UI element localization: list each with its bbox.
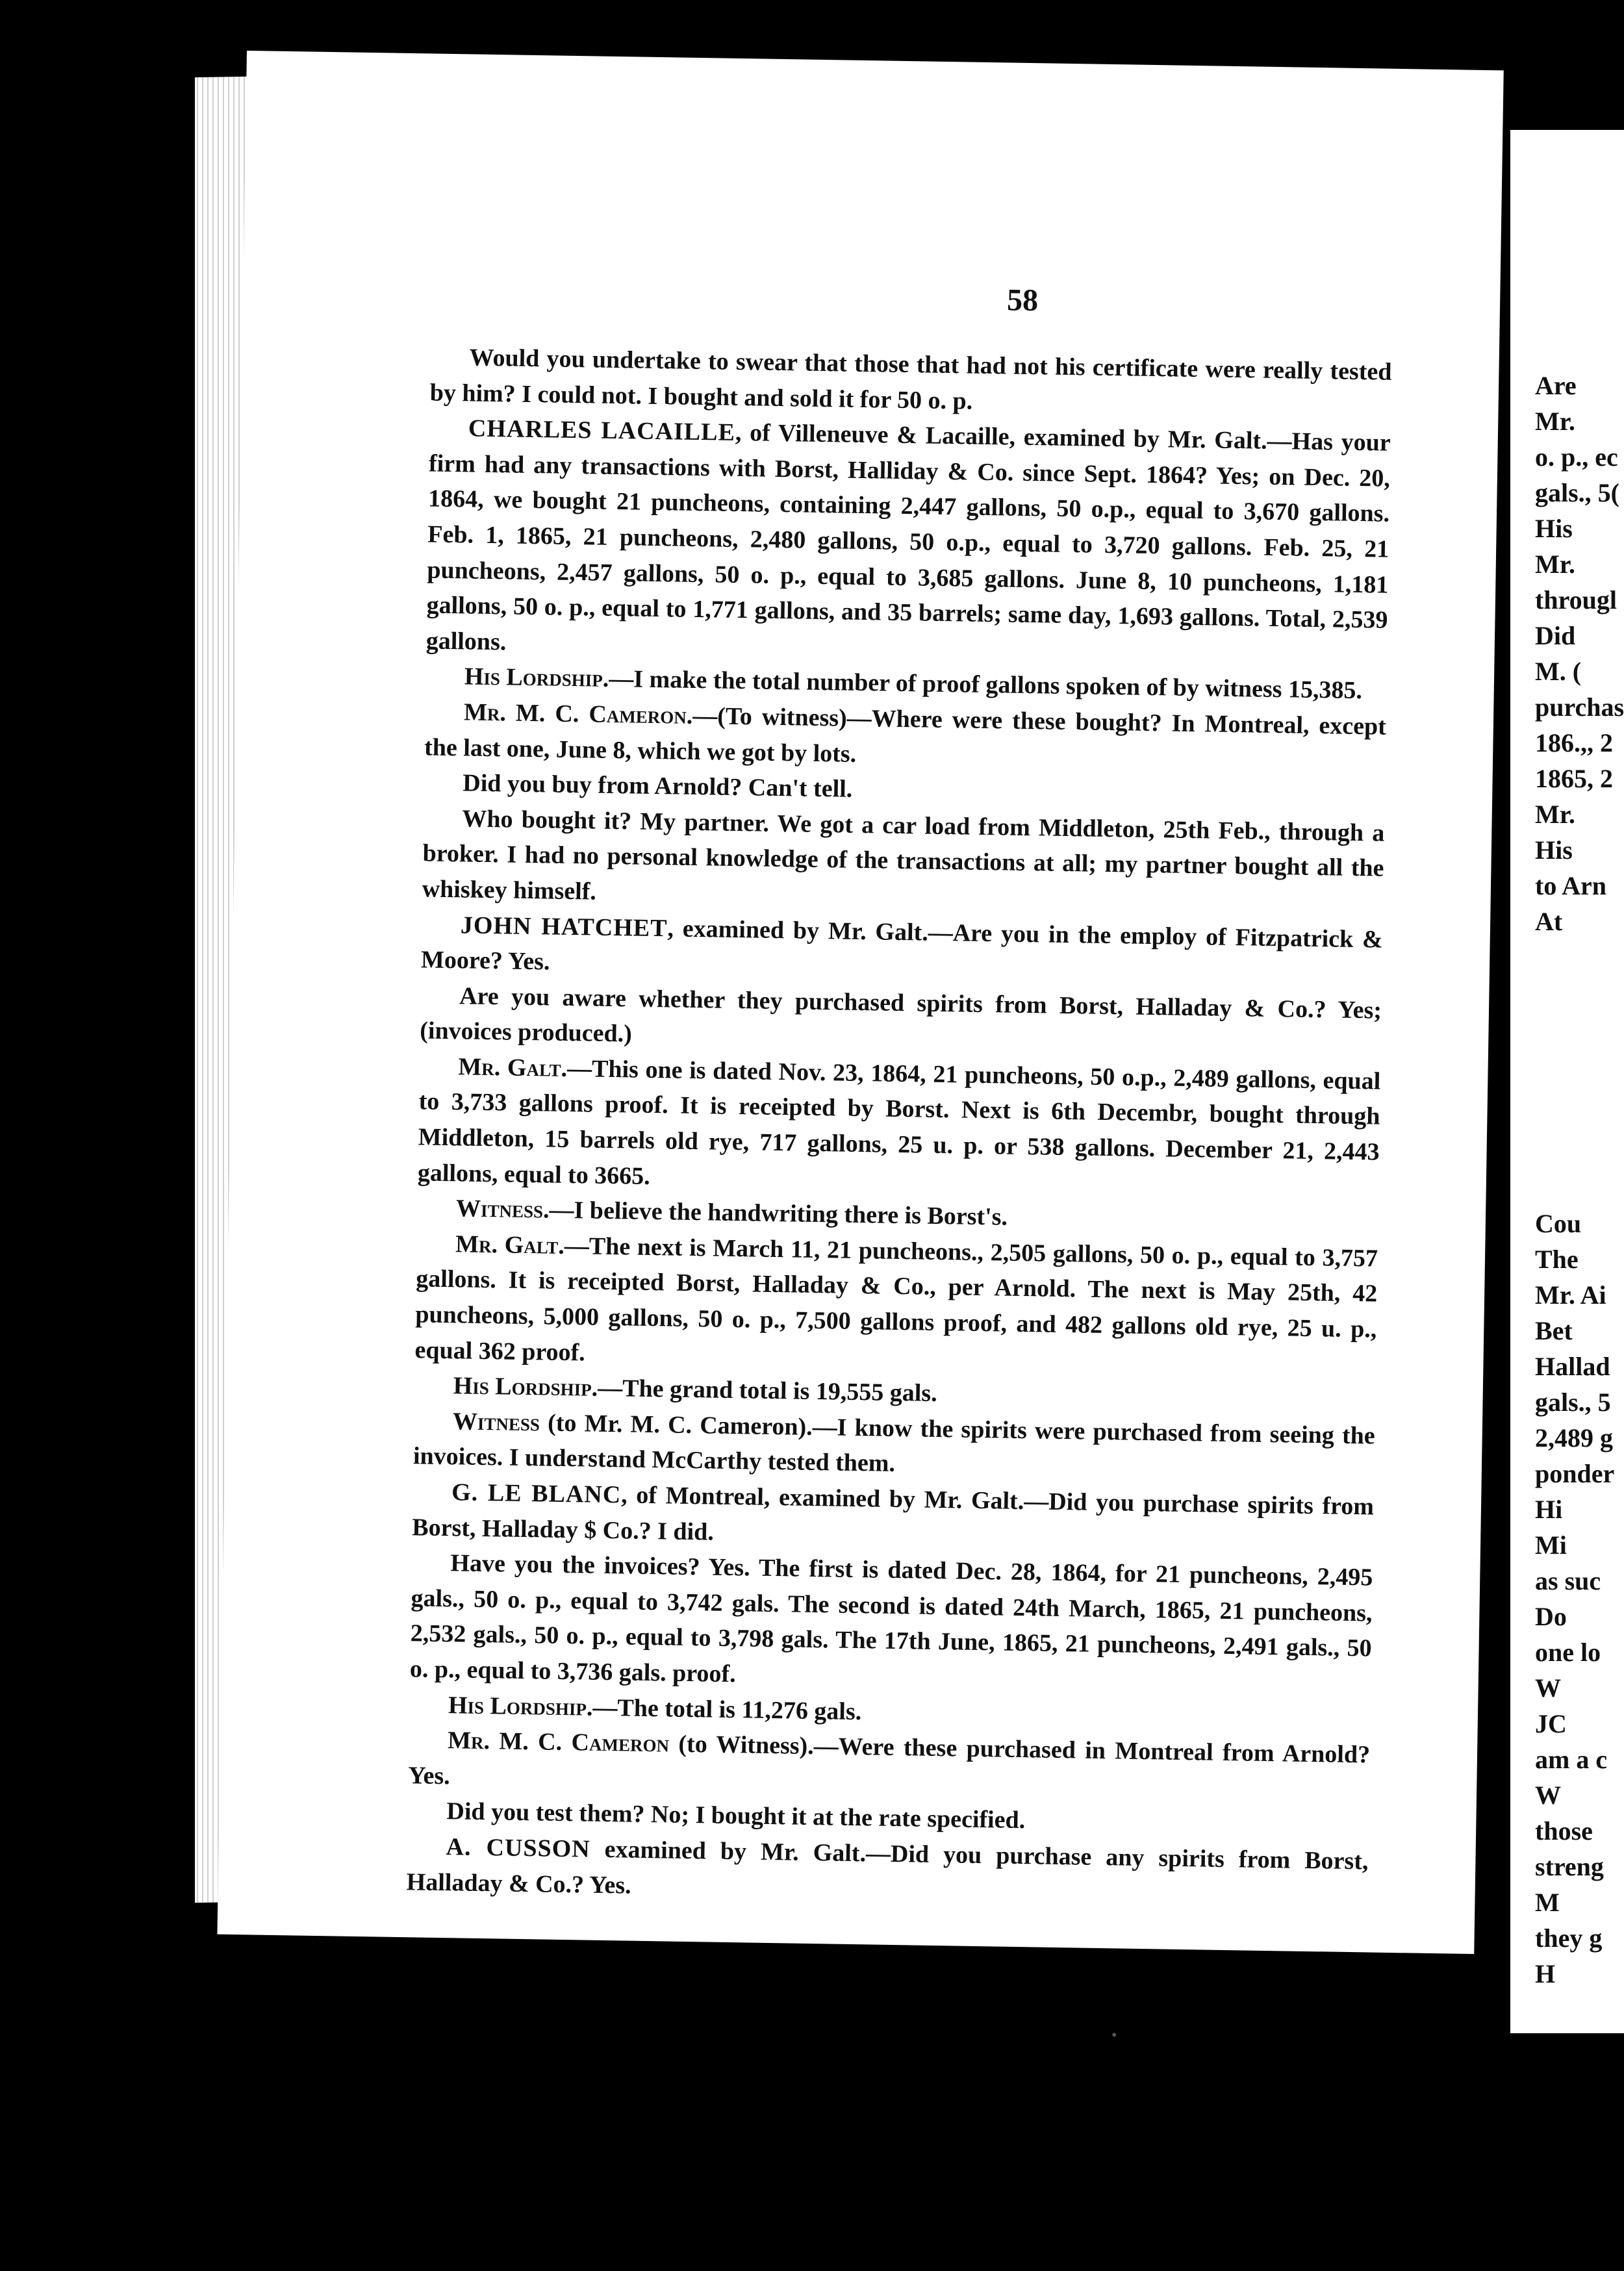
speaker-label: Mr. M. C. Cameron	[447, 1727, 670, 1758]
facing-page-line: one lo	[1535, 1638, 1601, 1667]
facing-page-line: Cou	[1535, 1209, 1582, 1238]
paragraph-text: Did you test them? No; I bought it at the rate specified.	[446, 1797, 1026, 1834]
facing-page-line: Are	[1535, 371, 1577, 400]
paragraph-text: (to Witness).—Were these purchased in Montreal from Arnold? Yes.	[407, 1730, 1371, 1790]
paragraph-text: Would you undertake to swear that those that had not his certificate were really tested by him? I could not. I bought and sold it for 50 o. p.	[429, 344, 1392, 415]
paragraph-text: —(To witness)—Where were these bought? In Montreal, except the last one, June 8, which we got by lots.	[424, 702, 1387, 768]
speaker-label: JOHN HATCHET	[460, 911, 668, 942]
speaker-label: CHARLES LACAILLE	[468, 414, 736, 447]
facing-page-line: At	[1535, 907, 1563, 936]
facing-page-line: Hallad	[1535, 1352, 1610, 1381]
paragraph	[422, 800, 1384, 922]
paragraph	[406, 1829, 1369, 1914]
paragraph-text: —The grand total is 19,555 gals.	[597, 1374, 937, 1408]
facing-page-line: Do	[1535, 1602, 1567, 1631]
book-page	[217, 51, 1503, 1954]
facing-page-line: streng	[1535, 1852, 1604, 1881]
speaker-label: Mr. Galt.	[455, 1230, 565, 1260]
facing-page-line: purchas	[1535, 692, 1624, 722]
paragraph-text: —I make the total number of proof gallons spoken of by witness 15,385.	[608, 665, 1363, 705]
paragraph-text: , of Montreal, examined by Mr. Galt.—Did you purchase spirits from Borst, Halladay $ Co.? I did.	[412, 1481, 1375, 1546]
facing-page-line: His	[1535, 514, 1573, 543]
speaker-label: Witness.	[455, 1195, 550, 1224]
facing-page-line: Mi	[1535, 1530, 1567, 1560]
facing-page-line: 186.,, 2	[1535, 728, 1613, 757]
facing-page-line: those	[1535, 1816, 1593, 1846]
facing-page-line: M. (	[1535, 657, 1582, 686]
facing-page-line: Hi	[1535, 1495, 1563, 1524]
facing-page-line: M	[1535, 1888, 1560, 1917]
facing-page-line: JC	[1535, 1709, 1567, 1738]
testimony-text	[406, 340, 1392, 1915]
facing-page-line: The	[1535, 1245, 1579, 1274]
ink-speck	[1112, 2033, 1116, 2036]
paragraph-text: Did you buy from Arnold? Can't tell.	[463, 769, 853, 803]
facing-page-line: H	[1535, 1959, 1556, 1988]
paragraph	[409, 1545, 1373, 1702]
paragraph-text: , examined by Mr. Galt.—Are you in the employ of Fitzpatrick & Moore? Yes.	[420, 914, 1384, 976]
facing-page-line: as suc	[1535, 1566, 1601, 1595]
paragraph-text: , of Villeneuve & Lacaille, examined by Mr. Galt.—Has your firm had any transactions with Borst, Halliday & Co. since Sept. 1864? Yes; on Dec. 20, 1864, we bought 21 puncheons, containing 2,447 gallons, 50 o.p., equal to 3,670 gallons. Feb. 1, 1865, 21 puncheons, 2,480 gallons, 50 o.p., equal to 3,720 gallons. Feb. 25, 21 puncheons, 2,457 gallons, 50 o. p., equal to 3,685 gallons. June 8, 10 puncheons, 1,181 gallons, 50 o. p., equal to 1,771 gallons, and 35 barrels; same day, 1,693 gallons. Total, 2,539 gallons.	[425, 419, 1391, 656]
facing-page-line: am a c	[1535, 1745, 1608, 1774]
speaker-label: Witness	[452, 1408, 540, 1437]
paragraph	[417, 1048, 1380, 1206]
paragraph-text: Who bought it? My partner. We got a car load from Middleton, 25th Feb., through a broker. I had no personal knowledge of the transactions at all; my partner bought all the whiskey himself.	[422, 805, 1385, 906]
facing-page-line: gals., 5(	[1535, 478, 1619, 507]
facing-page-line: 2,489 g	[1535, 1423, 1613, 1453]
paragraph-text: —The total is 11,276 gals.	[592, 1694, 862, 1725]
facing-page-line: 1865, 2	[1535, 764, 1613, 793]
facing-page-line: to Arn	[1535, 871, 1606, 900]
speaker-label: Mr. M. C. Cameron.	[463, 698, 693, 730]
paragraph-text: —This one is dated Nov. 23, 1864, 21 puncheons, 50 o.p., 2,489 gallons, equal to 3,733 gallons proof. It is receipted by Borst. Next is 6th Decembr, bought through Middleton, 15 barrels old rye, 717 gallons, 25 u. p. or 538 gallons. December 21, 2,443 gallons, equal to 3665.	[417, 1054, 1381, 1190]
paragraph-text: Have you the invoices? Yes. The first is dated Dec. 28, 1864, for 21 puncheons, 2,495 gals., 50 o. p., equal to 3,742 gals. The second is dated 24th March, 1865, 21 puncheons, 2,532 gals., 50 o. p., equal to 3,798 gals. The 17th June, 1865, 21 puncheons, 2,491 gals., 50 o. p., equal to 3,736 gals. proof.	[409, 1549, 1373, 1688]
facing-page-line: gals., 5	[1535, 1388, 1611, 1417]
facing-page-line: Mr. Ai	[1535, 1280, 1606, 1310]
facing-page-line: o. p., ec	[1535, 442, 1618, 472]
paragraph	[425, 411, 1391, 674]
speaker-label: Mr. Galt.	[458, 1053, 568, 1082]
paragraph-text: examined by Mr. Galt.—Did you purchase any spirits from Borst, Halladay & Co.? Yes.	[406, 1835, 1369, 1899]
speaker-label: G. LE BLANC	[451, 1478, 622, 1509]
paragraph-text: —The next is March 11, 21 puncheons., 2,505 gallons, 50 o. p., equal to 3,757 gallons. It is receipted Borst, Halladay & Co., per Arnold. The next is May 25th, 42 puncheons, 5,000 gallons, 50 o. p., 7,500 gallons proof, and 482 gallons old rye, 25 u. p., equal 362 proof.	[414, 1232, 1378, 1367]
speaker-label: His Lordship.	[448, 1691, 593, 1721]
speaker-label: His Lordship.	[464, 663, 609, 693]
paragraph	[414, 1226, 1378, 1383]
paragraph-text: (to Mr. M. C. Cameron).—I know the spirits were purchased from seeing the invoices. I understand McCarthy tested them.	[412, 1409, 1376, 1478]
facing-page-line: Mr.	[1535, 407, 1575, 436]
facing-page-line: Did	[1535, 621, 1576, 650]
facing-page-line: Bet	[1535, 1316, 1573, 1345]
paragraph-text: —I believe the handwriting there is Borst's.	[549, 1196, 1008, 1231]
facing-page-line: Mr.	[1535, 800, 1575, 829]
facing-page-line: they g	[1535, 1923, 1603, 1953]
paragraph-text: Are you aware whether they purchased spirits from Borst, Halladay & Co.? Yes; (invoices produced.)	[420, 982, 1382, 1048]
speaker-label: His Lordship.	[453, 1372, 598, 1402]
facing-page-line: Mr.	[1535, 550, 1575, 579]
page-number: 58	[1006, 283, 1039, 318]
speaker-label: A. CUSSON	[446, 1833, 591, 1863]
facing-page-line: ponder	[1535, 1459, 1615, 1488]
facing-page-line: W	[1535, 1781, 1561, 1810]
facing-page-line: W	[1535, 1673, 1561, 1703]
facing-page-fragment	[1510, 130, 1624, 2033]
facing-page-line: His	[1535, 835, 1573, 865]
facing-page-line: througl	[1535, 585, 1617, 615]
